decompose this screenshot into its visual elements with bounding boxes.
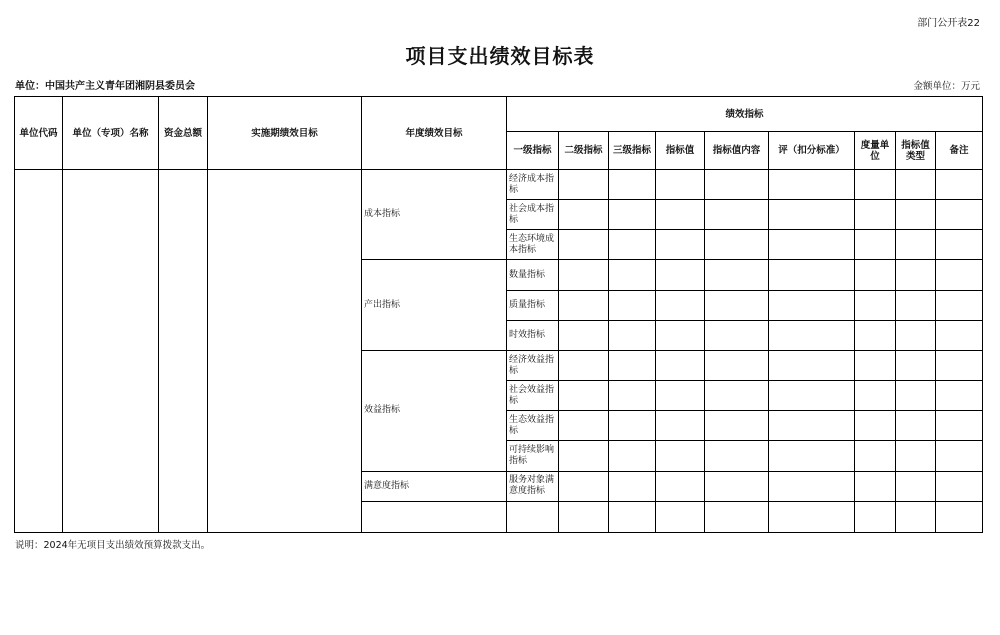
indicator-eco-benefit: 生态效益指标: [507, 411, 559, 441]
header-remarks: 备注: [936, 132, 983, 170]
header-unit-name: 单位（专项）名称: [63, 97, 159, 170]
header-indicator-content: 指标值内容: [705, 132, 769, 170]
header-period-goal: 实施期绩效目标: [208, 97, 362, 170]
header-level3: 三级指标: [609, 132, 656, 170]
header-indicators-group: 绩效指标: [507, 97, 983, 132]
unit-label: 单位：中国共产主义青年团湘阴县委员会: [15, 81, 195, 92]
header-level2: 二级指标: [559, 132, 609, 170]
header-unit-code: 单位代码: [15, 97, 63, 170]
indicator-eco-cost: 生态环境成本指标: [507, 230, 559, 260]
cell-unit-name: [63, 170, 159, 533]
cell-unit-code: [15, 170, 63, 533]
header-indicator-type: 指标值类型: [896, 132, 936, 170]
header-level1: 一级指标: [507, 132, 559, 170]
cell-period-goal: [208, 170, 362, 533]
group-cost: 成本指标: [362, 170, 507, 260]
indicator-economic-benefit: 经济效益指标: [507, 350, 559, 380]
cell-total-funds: [159, 170, 208, 533]
performance-target-table: [14, 96, 983, 533]
indicator-sustainable: 可持续影响指标: [507, 441, 559, 471]
header-annual-goal: 年度绩效目标: [362, 97, 507, 170]
group-benefit: 效益指标: [362, 350, 507, 471]
indicator-social-cost: 社会成本指标: [507, 200, 559, 230]
page-title: 项目支出绩效目标表: [405, 44, 595, 68]
header-indicator-value: 指标值: [656, 132, 705, 170]
indicator-economic-cost: 经济成本指标: [507, 170, 559, 200]
empty-indicator-cell: [507, 501, 559, 532]
indicator-timeliness: 时效指标: [507, 320, 559, 350]
empty-group-cell: [362, 501, 507, 532]
header-total-funds: 资金总额: [159, 97, 208, 170]
amount-unit: 金额单位：万元: [913, 81, 980, 92]
indicator-quality: 质量指标: [507, 290, 559, 320]
indicator-service-satisfaction: 服务对象满意度指标: [507, 471, 559, 501]
form-number: 部门公开表22: [917, 18, 980, 29]
indicator-quantity: 数量指标: [507, 260, 559, 290]
header-scoring: 评（扣分标准）: [769, 132, 855, 170]
footnote: 说明：2024年无项目支出绩效预算拨款支出。: [15, 540, 211, 551]
group-satisfaction: 满意度指标: [362, 471, 507, 501]
group-output: 产出指标: [362, 260, 507, 350]
header-measure-unit: 度量单位: [855, 132, 896, 170]
indicator-social-benefit: 社会效益指标: [507, 381, 559, 411]
